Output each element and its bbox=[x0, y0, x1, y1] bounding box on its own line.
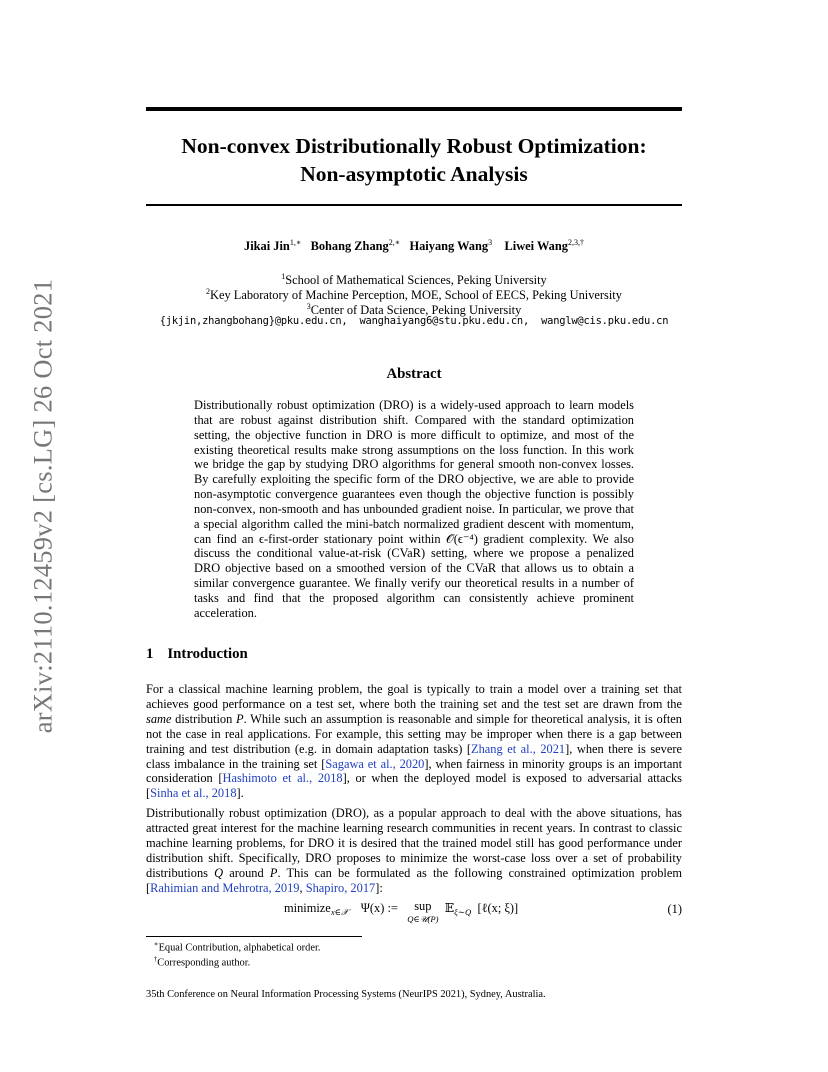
title-line-1: Non-convex Distributionally Robust Optimization: bbox=[181, 134, 647, 158]
text-run: ]: bbox=[375, 880, 383, 895]
author-name: Jikai Jin bbox=[244, 239, 290, 254]
abstract-text: Distributionally robust optimization (DRO) is a widely-used approach to learn models that are robust against distribution shift. Compared with the standard optimization setting, the objective function in DRO is more difficult to optimize, and most of the existing theoretical results make strong assumptions on the loss function. In this work we bridge the gap by studying DRO algorithms for general smooth non-convex losses. By carefully exploiting the specific form of the DRO objective, we are able to provide non-asymptotic convergence guarantees even though the objective function is possibly non-convex, non-smooth and has unbounded gradient noise. In particular, we prove that a special algorithm called the mini-batch normalized gradient descent with momentum, can find an ϵ-first-order stationary point within 𝒪(ϵ⁻⁴) gradient complexity. We also discuss the conditional value-at-risk (CVaR) setting, where we propose a penalized DRO objective based on a smoothed version of the CVaR that allows us to obtain a similar convergence guarantee. We finally verify our theoretical results in a number of tasks and find that the proposed algorithm can consistently achieve prominent acceleration. bbox=[194, 398, 634, 620]
footnote-text: Equal Contribution, alphabetical order. bbox=[158, 942, 321, 954]
arxiv-stamp: arXiv:2110.12459v2 [cs.LG] 26 Oct 2021 bbox=[27, 278, 58, 734]
equation-number: (1) bbox=[667, 902, 682, 916]
section-number: 1 bbox=[146, 646, 154, 662]
eq-minimize: minimize bbox=[284, 901, 331, 915]
affiliation-sup: 1 bbox=[281, 272, 286, 281]
eq-exp-subscript: ξ∼Q bbox=[454, 907, 472, 917]
eq-sup: sup bbox=[414, 899, 432, 913]
citation-link[interactable]: Rahimian and Mehrotra, 2019 bbox=[150, 880, 300, 895]
eq-sup-block bbox=[407, 900, 438, 925]
author-sup: 3 bbox=[488, 238, 493, 247]
text-run: , bbox=[299, 880, 306, 895]
author-emails: {jkjin,zhangbohang}@pku.edu.cn, wanghaiyang6@stu.pku.edu.cn, wanglw@cis.pku.edu.cn bbox=[159, 315, 669, 327]
text-run: ]. bbox=[236, 786, 244, 801]
eq-subscript: x∈𝒳 bbox=[330, 907, 349, 917]
intro-paragraph-2 bbox=[146, 806, 682, 895]
author-sup: 2,3,† bbox=[567, 238, 584, 247]
citation-link[interactable]: Sinha et al., 2018 bbox=[150, 786, 237, 801]
title-top-rule bbox=[146, 107, 682, 111]
author-name: Bohang Zhang bbox=[310, 239, 389, 254]
footnote-mark: † bbox=[153, 955, 158, 963]
abstract-body bbox=[194, 398, 634, 621]
affiliation-sup: 2 bbox=[206, 287, 211, 296]
citation-link[interactable]: Hashimoto et al., 2018 bbox=[222, 771, 343, 786]
citation-link[interactable]: Sagawa et al., 2020 bbox=[325, 756, 425, 771]
citation-link[interactable]: Zhang et al., 2021 bbox=[471, 741, 566, 756]
affiliation-text: School of Mathematical Sciences, Peking University bbox=[285, 273, 547, 288]
text-run: . This can be formulated as the following constrained optimization problem [ bbox=[146, 865, 683, 895]
section-heading bbox=[146, 646, 248, 663]
text-run: distribution bbox=[171, 711, 237, 726]
text-run: ], when fairness in minority groups is an important consideration [ bbox=[146, 756, 683, 786]
title-bottom-rule bbox=[146, 204, 682, 206]
emphasis-text: same bbox=[146, 711, 172, 726]
conference-venue: 35th Conference on Neural Information Processing Systems (NeurIPS 2021), Sydney, Australia. bbox=[146, 989, 546, 1000]
math-symbol: Q bbox=[214, 865, 224, 880]
paper-title bbox=[146, 132, 682, 188]
affiliation-sup: 3 bbox=[306, 302, 311, 311]
math-symbol: P bbox=[269, 865, 278, 880]
footnote-mark: ∗ bbox=[153, 940, 159, 948]
text-run: . While such an assumption is reasonable and simple for theoretical analysis, it is often not the case in real applications. For example, this setting may be improper when there is a gap between training and test distribution (e.g. in domain adaptation tasks) [ bbox=[146, 711, 682, 756]
text-run: Distributionally robust optimization (DRO), as a popular approach to deal with the above situations, has attracted great interest for the machine learning research communities in recent years. In contrast to classic machine learning problems, for DRO it is desired that the trained model still has good performance under distribution shift. Specifically, DRO proposes to minimize the worst-case loss over a set of probability distributions bbox=[146, 806, 682, 880]
author-sup: 2,∗ bbox=[388, 238, 401, 247]
author-sup: 1,∗ bbox=[289, 238, 302, 247]
author-name: Liwei Wang bbox=[504, 239, 568, 254]
eq-loss: [ℓ(x; ξ)] bbox=[477, 901, 519, 915]
footnote-text: Corresponding author. bbox=[157, 957, 251, 969]
title-line-2: Non-asymptotic Analysis bbox=[300, 162, 528, 186]
eq-expectation: 𝔼 bbox=[444, 901, 455, 915]
affiliation-text: Center of Data Science, Peking University bbox=[310, 303, 522, 318]
math-symbol: P bbox=[236, 711, 244, 726]
footnote bbox=[146, 938, 320, 954]
abstract-heading: Abstract bbox=[386, 366, 442, 382]
eq-sup-subscript: Q∈𝒰(P) bbox=[407, 914, 439, 924]
text-run: ], or when the deployed model is exposed to adversarial attacks [ bbox=[146, 771, 682, 801]
footnote-rule bbox=[146, 936, 362, 937]
eq-psi: Ψ(x) := bbox=[360, 901, 398, 915]
citation-link[interactable]: Shapiro, 2017 bbox=[305, 880, 376, 895]
affiliation-text: Key Laboratory of Machine Perception, MOE, School of EECS, Peking University bbox=[210, 288, 622, 303]
author-name: Haiyang Wang bbox=[409, 239, 489, 254]
text-run: ], when there is severe class imbalance in the training set [ bbox=[146, 741, 682, 771]
section-title: Introduction bbox=[167, 646, 248, 662]
intro-paragraph-1 bbox=[146, 682, 682, 801]
author-list bbox=[146, 238, 682, 254]
text-run: around bbox=[223, 865, 270, 880]
equation-body bbox=[284, 900, 518, 925]
text-run: For a classical machine learning problem, the goal is typically to train a model over a training set that achieves good performance on a test set, where both the training set and the test set are drawn from the bbox=[146, 682, 682, 711]
footnote bbox=[146, 953, 250, 969]
